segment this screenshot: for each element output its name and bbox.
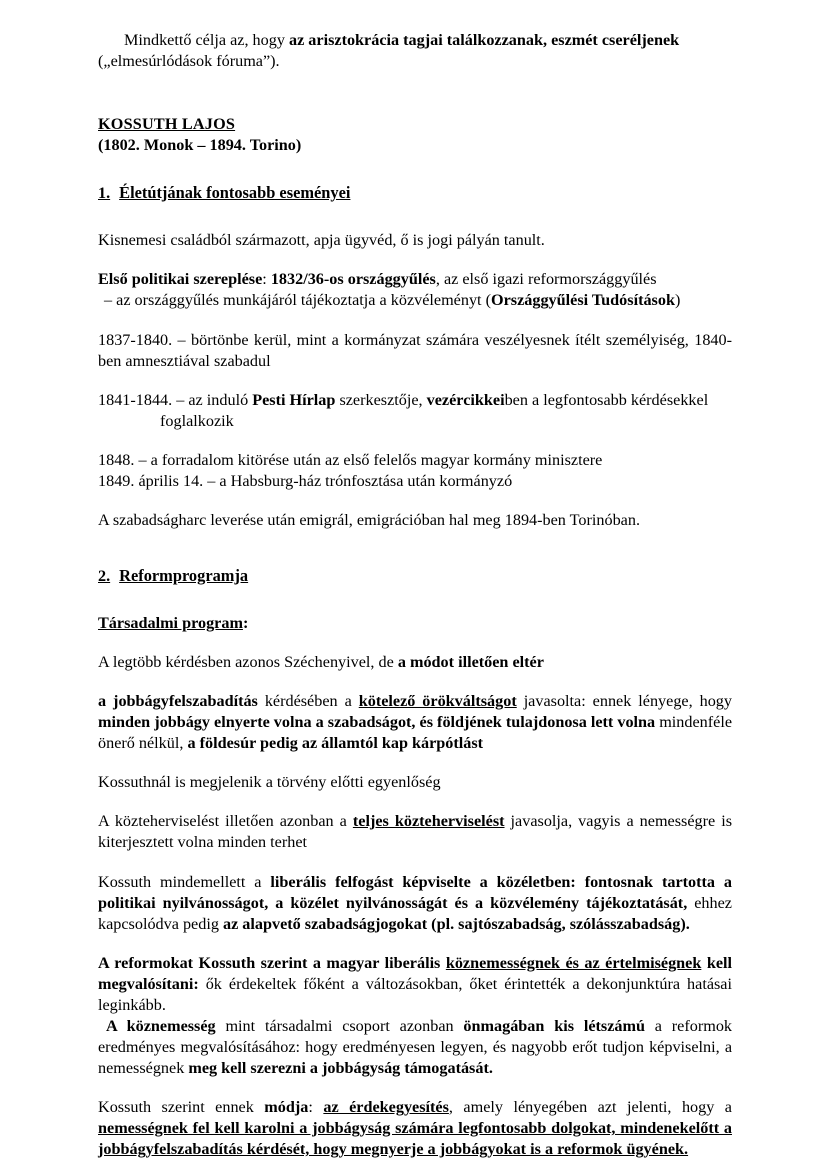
section2-p1-plain: A legtöbb kérdésben azonos Széchenyivel, de <box>98 653 398 672</box>
section2-p5-plain2: ehhez kapcsolódva pedig <box>98 893 732 933</box>
section1-p2-line2 <box>98 290 732 311</box>
section1-p4-mid: szerkesztője, <box>335 390 427 409</box>
orszaggyulesi-tudositasok: Országgyűlési Tudósítások <box>491 291 675 310</box>
section1-p2-rest: , az első igazi reformországgyűlés <box>435 270 657 289</box>
colon-separator: : <box>262 270 271 289</box>
section2-p2-bold2: minden jobbágy elnyerte volna a szabadságot, és földjének tulajdonosa lett volna <box>98 713 656 732</box>
diet-1832-36: 1832/36-os országgyűlés <box>270 270 436 289</box>
section2-paragraph-1 <box>98 652 732 673</box>
teljes-kozteherviseles: teljes közteherviselést <box>352 812 505 831</box>
section1-paragraph-3: 1837-1840. – börtönbe kerül, mint a kormányzat számára veszélyesnek ítélt személyiség, 1840-ben amnesztiával szabadul <box>98 330 732 370</box>
koznemesseg-ertelmiseg: köznemességnek és az értelmiségnek <box>445 953 702 972</box>
onmagaban-kis-letszamu: önmagában kis létszámú <box>463 1016 645 1035</box>
section2-paragraph-6 <box>98 953 732 1016</box>
intro-paragraph <box>98 30 732 51</box>
section2-p6-plain: ők érdekeltek főként a változásokban, őket érintették a dekonjunktúra hatásai leginkább. <box>98 974 732 1014</box>
section2-paragraph-2 <box>98 691 732 754</box>
document-body <box>98 30 732 1160</box>
section2-p1-bold: a módot illetően eltér <box>397 653 544 672</box>
subsection-social-program <box>98 613 732 634</box>
section-1-heading <box>98 182 732 204</box>
section2-paragraph-5 <box>98 872 732 935</box>
intro-bold: az arisztokrácia tagjai találkozzanak, eszmét cseréljenek <box>288 31 680 49</box>
section-2-number: 2. <box>98 566 111 585</box>
page-title: KOSSUTH LAJOS <box>98 115 236 134</box>
section2-paragraph-3: Kossuthnál is megjelenik a törvény előtti egyenlőség <box>98 773 441 792</box>
section1-paragraph-5-line1: 1848. – a forradalom kitörése után az első felelős magyar kormány minisztere <box>98 450 603 469</box>
section1-paragraph-6: A szabadságharc leverése után emigrál, emigrációban hal meg 1894-ben Torinóban. <box>98 510 640 529</box>
section2-p6-bold1: A reformokat Kossuth szerint a magyar liberális <box>98 953 446 972</box>
section2-p2-plain1: kérdésében a <box>257 692 359 711</box>
section2-p5-plain1: Kossuth mindemellett a <box>98 872 271 891</box>
nemesseg-jobbagysag-felkarolas: nemességnek fel kell karolni a jobbágyság számára legfontosabb dolgokat, mindenekelőtt a jobbágyfelszabadítás kérdését, hogy megnyerje a jobbágyokat is a reformok ügyének. <box>98 1119 732 1159</box>
section1-paragraph-1: Kisnemesi családból származott, apja ügyvéd, ő is jogi pályán tanult. <box>98 231 545 250</box>
section2-p8-plain1: Kossuth szerint ennek <box>98 1098 265 1117</box>
section-1-number: 1. <box>98 184 111 203</box>
section1-p2-line2-plain: – az országgyűlés munkájáról tájékoztatja a közvéleményt ( <box>104 291 491 310</box>
vezercikkei: vezércikkei <box>426 390 505 409</box>
section2-p4-plain1: A közteherviselést illetően azonban a <box>98 812 353 831</box>
subsection-colon: : <box>242 614 249 632</box>
section1-paragraph-2 <box>98 269 732 311</box>
section2-paragraph-8 <box>98 1097 732 1160</box>
modja: módja <box>264 1098 309 1117</box>
section-1-title: Életútjának fontosabb eseményei <box>119 183 351 203</box>
section2-paragraph-4 <box>98 811 732 853</box>
section2-p7-plain2: a reformok eredményes megvalósításához: hogy eredményesen legyen, és nagyobb erőt tudjon képviselni, a nemességnek <box>98 1016 733 1077</box>
first-political-role-label: Első politikai szereplése <box>98 270 263 289</box>
section1-p4-hanging-line: foglalkozik <box>160 411 234 430</box>
kotelezo-orokvaltsag: kötelező örökváltságot <box>358 692 517 711</box>
erdekegyesites: az érdekegyesítés <box>323 1098 449 1117</box>
section2-p8-plain3: , amely lényegében azt jelenti, hogy a <box>448 1098 732 1117</box>
liberalis-felfogas: liberális felfogást képviselte a közéletben: fontosnak tartotta a politikai nyilvánosságot, a közélet nyilvánosságát és a közvélemény tájékoztatását, <box>98 872 733 912</box>
section2-p2-plain2: javasolta: ennek lényege, hogy <box>516 692 732 711</box>
foldesur-karpotlas: a földesúr pedig az államtól kap kárpótlást <box>187 734 484 753</box>
section-2-title: Reformprogramja <box>119 565 249 585</box>
section2-p6-bold2: kell megvalósítani: <box>98 953 732 993</box>
page-subtitle: (1802. Monok – 1894. Torino) <box>98 136 302 155</box>
section1-paragraph-5-line2: 1849. április 14. – a Habsburg-ház trónfosztása után kormányzó <box>98 471 513 490</box>
koznemesseg: A köznemesség <box>106 1016 216 1035</box>
section1-p4-start: 1841-1844. – az induló <box>98 390 253 409</box>
pesti-hirlap: Pesti Hírlap <box>252 390 336 409</box>
jobbagysag-tamogatasa: meg kell szerezni a jobbágyság támogatását. <box>188 1059 493 1077</box>
section1-p2-line2-end: ) <box>674 291 681 310</box>
section2-p2-plain3: mindenféle önerő nélkül, <box>98 713 733 753</box>
alapveto-szabadsagjogok: az alapvető szabadságjogokat (pl. sajtószabadság, szólásszabadság). <box>222 914 690 933</box>
section2-paragraph-7 <box>98 1016 732 1079</box>
section2-p4-plain2: javasolja, vagyis a nemességre is kiterjesztett volna minden terhet <box>98 812 732 852</box>
subsection-social-program-label: Társadalmi program <box>98 614 243 632</box>
section2-p7-plain1: mint társadalmi csoport azonban <box>215 1016 464 1035</box>
section-2-heading <box>98 565 732 587</box>
section2-p8-plain2: : <box>308 1098 324 1117</box>
intro-paragraph-line2: („elmesúrlódások fóruma”). <box>98 52 280 71</box>
section1-paragraph-4 <box>98 390 732 432</box>
section1-p4-end: ben a legfontosabb kérdésekkel <box>504 390 709 409</box>
jobbagyfelszabaditas: a jobbágyfelszabadítás <box>98 692 258 711</box>
intro-plain-start: Mindkettő célja az, hogy <box>124 31 289 49</box>
